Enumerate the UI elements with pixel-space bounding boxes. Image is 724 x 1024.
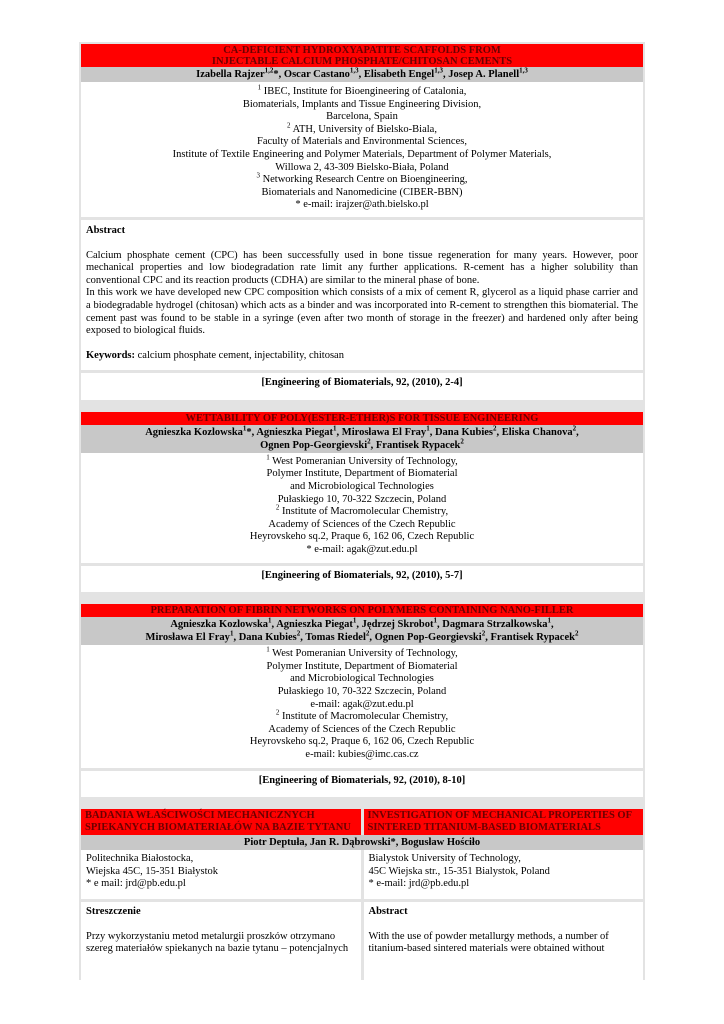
keywords-line xyxy=(86,350,638,363)
affiliation-text: * e-mail: irajzer@ath.bielsko.pl xyxy=(295,199,429,211)
author-name: Jędrzej Skrobot xyxy=(361,619,434,631)
keywords-label: Keywords: xyxy=(86,349,135,361)
affiliation-text: Biomaterials, Implants and Tissue Engineering Division, xyxy=(242,98,482,110)
affiliation-line xyxy=(81,111,643,124)
article-3-affiliations xyxy=(81,645,643,767)
author-name: Agnieszka Kozlowska xyxy=(170,619,269,631)
affiliation-line xyxy=(81,673,643,686)
document-frame xyxy=(79,42,645,980)
affiliation-text: IBEC, Institute for Bioengineering of Catalonia, xyxy=(263,86,467,97)
affiliation-line xyxy=(81,468,643,481)
affiliation-mark: 2 xyxy=(275,708,280,717)
affiliation-text: Polymer Institute, Department of Biomaterial xyxy=(266,660,458,672)
affiliation-text: Institute of Macromolecular Chemistry, xyxy=(282,506,449,518)
affiliation-line xyxy=(81,749,643,762)
affiliation-mark: 1 xyxy=(266,645,270,654)
author-name: Mirosława El Fray xyxy=(145,632,230,644)
author-name: Dana Kubies xyxy=(238,632,297,644)
affiliation-line xyxy=(81,136,643,149)
affiliation-text: West Pomeranian University of Technology, xyxy=(272,648,458,660)
affiliation-mark: 3 xyxy=(256,171,260,180)
author-affiliation-mark: 2 xyxy=(365,629,370,638)
affiliation-line xyxy=(81,699,643,712)
author-affiliation-mark: 2 xyxy=(493,424,497,433)
abstract-heading-pl: Streszczenie xyxy=(86,905,141,917)
article-4-authors: Piotr Deptuła, Jan R. Dąbrowski*, Bogusław Hościło xyxy=(81,835,643,850)
keywords-text: calcium phosphate cement, injectability, chitosan xyxy=(137,349,344,361)
article-4-abstract-pl xyxy=(81,902,361,980)
article-1-title-line-2: INJECTABLE CALCIUM PHOSPHATE/CHITOSAN CEMENTS xyxy=(211,56,513,67)
author-affiliation-mark: 1 xyxy=(229,629,234,638)
affiliation-text: Institute of Macromolecular Chemistry, xyxy=(282,711,449,723)
affiliation-line xyxy=(81,645,643,661)
affiliation-text: Networking Research Centre on Bioengineering, xyxy=(262,174,468,186)
affiliation-mark: 1 xyxy=(266,453,270,462)
affiliation-line xyxy=(81,736,643,749)
affiliation-line: * e-mail: jrd@pb.edu.pl xyxy=(368,878,470,890)
affiliation-line xyxy=(81,494,643,507)
affiliation-line: Bialystok University of Technology, xyxy=(368,853,521,865)
affiliation-text: Academy of Sciences of the Czech Republic xyxy=(268,723,456,735)
author-name: Tomas Riedel xyxy=(305,632,366,644)
affiliation-line xyxy=(81,162,643,175)
article-1-title xyxy=(81,44,643,67)
author-name: Elisabeth Engel xyxy=(363,69,435,80)
affiliation-line xyxy=(81,686,643,699)
affiliation-text: * e-mail: agak@zut.edu.pl xyxy=(306,544,418,556)
affiliation-line xyxy=(81,121,643,137)
affiliation-line xyxy=(81,453,643,469)
article-1-citation: [Engineering of Biomaterials, 92, (2010), 2-4] xyxy=(81,373,643,400)
author-name: Agnieszka Piegat xyxy=(276,619,353,631)
affiliation-line xyxy=(81,187,643,200)
article-3-title: PREPARATION OF FIBRIN NETWORKS ON POLYMERS CONTAINING NANO-FILLER xyxy=(81,604,643,617)
article-4-abstracts xyxy=(81,902,643,980)
affiliation-text: Pułaskiego 10, 70-322 Szczecin, Poland xyxy=(277,493,447,505)
author-name: Frantisek Rypacek xyxy=(375,439,461,451)
affiliation-text: Institute of Textile Engineering and Polymer Materials, Department of Polymer Materials, xyxy=(172,148,552,160)
article-2-authors-line-1: Agnieszka Kozlowska$^1$*, Agnieszka Piegat$^1$, Mirosława El Fray$^1$, Dana Kubies$^2$, Eliska Chanova$^2$, xyxy=(145,424,579,438)
article-1-abstract xyxy=(81,220,643,370)
affiliation-line xyxy=(81,519,643,532)
article-1-authors: Izabella Rajzer$^{1,2}$*, Oscar Castano$^{1,3}$, Elisabeth Engel$^{1,3}$, Josep A. Planell$^{1,3}$ xyxy=(81,67,643,82)
article-2-affiliations xyxy=(81,453,643,563)
article-4-affiliation-en xyxy=(364,850,644,899)
author-name: Eliska Chanova xyxy=(501,426,573,438)
author-affiliation-mark: 1 xyxy=(426,424,430,433)
author-affiliation-mark: 1 xyxy=(268,616,272,625)
author-affiliation-mark: 1,3 xyxy=(349,66,359,75)
affiliation-text: Polymer Institute, Department of Biomaterial xyxy=(266,468,458,480)
article-4-affiliation-pl xyxy=(81,850,361,899)
affiliation-text: Pułaskiego 10, 70-322 Szczecin, Poland xyxy=(277,686,447,697)
article-4-title-pl: BADANIA WŁAŚCIWOŚCI MECHANICZNYCH SPIEKANYCH BIOMATERIAŁÓW NA BAZIE TYTANU xyxy=(81,809,361,835)
author-affiliation-mark: 1 xyxy=(352,616,357,625)
abstract-text-en: With the use of powder metallurgy methods, a number of titanium-based sintered materials were obtained without xyxy=(368,930,609,955)
abstract-heading-en: Abstract xyxy=(368,905,408,917)
author-name: Frantisek Rypacek xyxy=(490,632,575,644)
affiliation-text: Biomaterials and Nanomedicine (CIBER-BBN) xyxy=(261,186,463,198)
author-name: Ognen Pop-Georgievski xyxy=(260,439,368,451)
author-affiliation-mark: 2 xyxy=(296,629,301,638)
affiliation-line xyxy=(81,99,643,112)
article-2-citation: [Engineering of Biomaterials, 92, (2010), 5-7] xyxy=(81,566,643,593)
affiliation-text: West Pomeranian University of Technology, xyxy=(272,455,458,467)
affiliation-text: and Microbiological Technologies xyxy=(290,673,434,685)
article-1-affiliations xyxy=(81,82,643,217)
author-affiliation-mark: 1 xyxy=(547,616,552,625)
article-4-affiliations xyxy=(81,850,643,899)
author-affiliation-mark: 1 xyxy=(242,424,247,433)
author-affiliation-mark: 1 xyxy=(433,616,437,625)
affiliation-line: 45C Wiejska str., 15-351 Bialystok, Poland xyxy=(368,865,550,877)
affiliation-text: e-mail: agak@zut.edu.pl xyxy=(310,698,414,710)
affiliation-text: and Microbiological Technologies xyxy=(290,481,434,493)
author-name: Dana Kubies xyxy=(434,426,493,438)
author-affiliation-mark: 2 xyxy=(572,424,577,433)
affiliation-line xyxy=(81,83,643,99)
affiliation-line: Wiejska 45C, 15-351 Białystok xyxy=(86,865,218,877)
affiliation-line: * e mail: jrd@pb.edu.pl xyxy=(86,878,186,890)
affiliation-text: Barcelona, Spain xyxy=(326,111,398,123)
affiliation-text: Heyrovskeho sq.2, Praque 6, 162 06, Czech Republic xyxy=(249,736,475,748)
article-3-authors-line-1: Agnieszka Kozlowska$^1$, Agnieszka Piegat$^1$, Jędrzej Skrobot$^1$, Dagmara Strzalkowska$^1$, xyxy=(170,616,554,631)
author-name: Dagmara Strzalkowska xyxy=(442,619,548,631)
abstract-paragraph-1: Calcium phosphate cement (CPC) has been successfully used in bone tissue regeneration for many years. However, poor mechanical properties and low biodegradation rate limit any further applications. R-cement has a higher solubility than conventional CPC and its reaction products (CDHA) are similar to the mineral phase of bone. xyxy=(86,249,638,286)
affiliation-text: ATH, University of Bielsko-Biala, xyxy=(292,123,437,135)
article-2-title: WETTABILITY OF POLY(ESTER-ETHER)S FOR TISSUE ENGINEERING xyxy=(81,412,643,425)
author-affiliation-mark: 2 xyxy=(367,437,371,446)
affiliation-line xyxy=(81,724,643,737)
article-2-authors-line-2: Ognen Pop-Georgievski$^2$, Frantisek Rypacek$^2$ xyxy=(260,437,464,451)
affiliation-line: Politechnika Białostocka, xyxy=(86,853,194,865)
affiliation-line xyxy=(81,503,643,519)
abstract-text-pl: Przy wykorzystaniu metod metalurgii proszków otrzymano szereg materiałów spiekanych na bazie tytanu – potencjalnych xyxy=(86,930,349,955)
author-name: Mirosława El Fray xyxy=(341,426,427,438)
author-affiliation-mark: 2 xyxy=(481,629,486,638)
affiliation-line xyxy=(81,199,643,212)
article-2-authors xyxy=(81,425,643,453)
affiliation-mark: 2 xyxy=(275,503,280,512)
affiliation-text: Willowa 2, 43-309 Bielsko-Biała, Poland xyxy=(275,161,449,173)
affiliation-mark: 1 xyxy=(257,83,262,92)
affiliation-line xyxy=(81,531,643,544)
abstract-heading: Abstract xyxy=(86,224,126,236)
author-affiliation-mark: 2 xyxy=(574,629,579,638)
author-name: Josep A. Planell xyxy=(448,69,520,80)
affiliation-text: e-mail: kubies@imc.cas.cz xyxy=(305,748,419,760)
author-affiliation-mark: 2 xyxy=(460,437,464,446)
article-3-authors-line-2: Mirosława El Fray$^1$, Dana Kubies$^2$, Tomas Riedel$^2$, Ognen Pop-Georgievski$^2$, Frantisek Rypacek$^2$ xyxy=(145,629,579,644)
author-name: Izabella Rajzer xyxy=(196,69,265,80)
affiliation-text: Heyrovskeho sq.2, Praque 6, 162 06, Czech Republic xyxy=(249,531,475,543)
author-name: Agnieszka Piegat xyxy=(256,426,334,438)
abstract-paragraph-2: In this work we have developed new CPC composition which consists of a mix of cement R, glycerol as a liquid phase carrier and a biodegradable hydrogel (chitosan) which acts as a binder and was incorporated into R-cement to strengthen this biomaterial. The cement past was found to be stable in a syringe (even after two month of storage in the freezer) and hardened only after being exposed to biological fluids. xyxy=(86,287,638,337)
affiliation-line xyxy=(81,171,643,187)
affiliation-line xyxy=(81,708,643,724)
article-1-title-line-1: CA-DEFICIENT HYDROXYAPATITE SCAFFOLDS FROM xyxy=(223,45,501,56)
author-name: Ognen Pop-Georgievski xyxy=(374,632,482,644)
affiliation-mark: 2 xyxy=(287,121,291,130)
affiliation-line xyxy=(81,481,643,494)
author-affiliation-mark: 1,3 xyxy=(519,66,528,75)
author-affiliation-mark: 1,3 xyxy=(434,66,443,75)
author-affiliation-mark: 1 xyxy=(333,424,337,433)
author-name: Oscar Castano xyxy=(283,69,350,80)
article-4-titles xyxy=(81,809,643,835)
affiliation-text: Faculty of Materials and Environmental Sciences, xyxy=(257,136,467,148)
affiliation-line xyxy=(81,149,643,162)
affiliation-line xyxy=(81,661,643,674)
affiliation-line xyxy=(81,544,643,557)
article-4-abstract-en xyxy=(364,902,644,980)
author-affiliation-mark: 1,2 xyxy=(264,66,274,75)
article-3-authors xyxy=(81,617,643,645)
article-3-citation: [Engineering of Biomaterials, 92, (2010), 8-10] xyxy=(81,771,643,798)
affiliation-text: Academy of Sciences of the Czech Republic xyxy=(268,518,456,530)
article-4-title-en: INVESTIGATION OF MECHANICAL PROPERTIES OF SINTERED TITANIUM-BASED BIOMATERIALS xyxy=(364,809,644,835)
author-name: Agnieszka Kozlowska xyxy=(145,426,243,438)
